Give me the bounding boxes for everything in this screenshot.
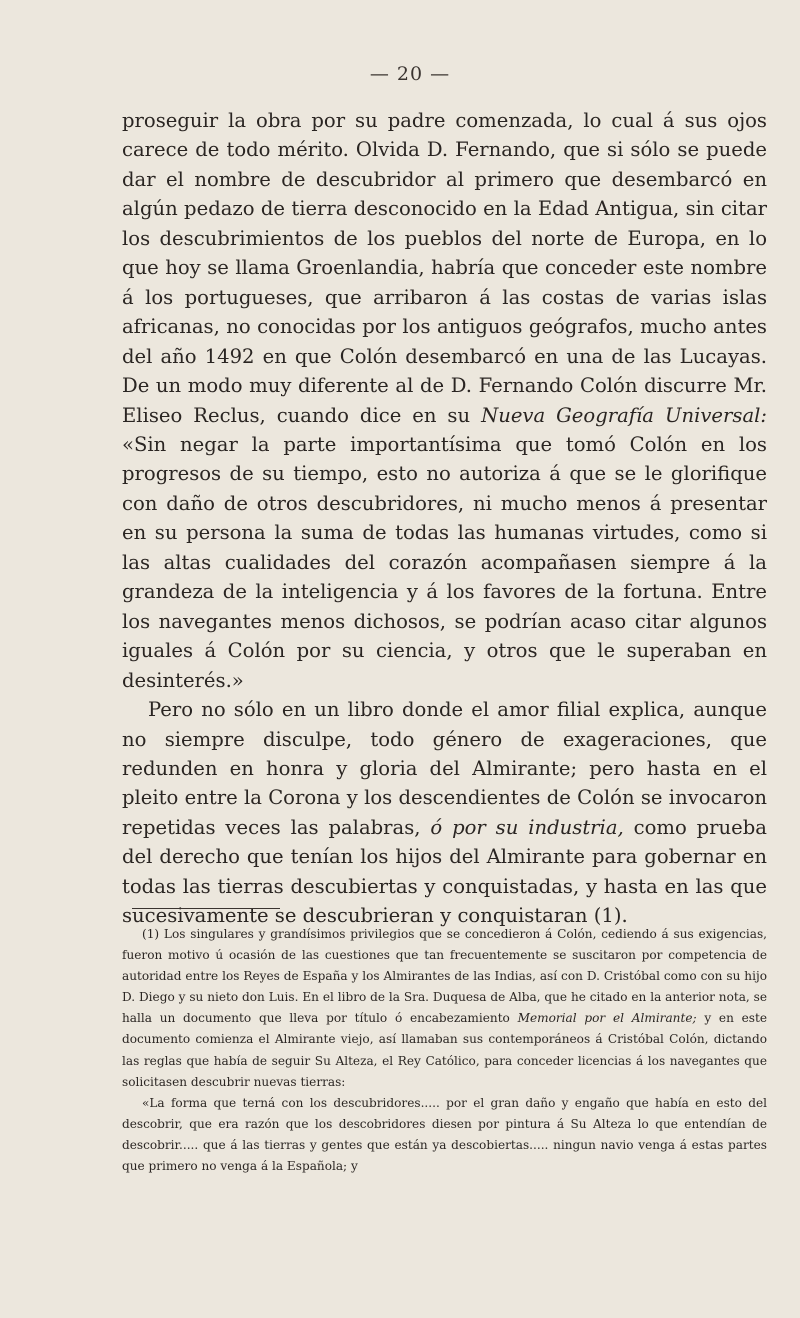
page-number: — 20 — — [369, 63, 451, 85]
footnotes — [122, 924, 767, 1177]
footnote-paragraph-2: «La forma que terná con los descubridores..... por el gran daño y engaño que había en esto del descobrir, que era razón que los descobridores diesen por pintura á Su Alteza lo que entendían de descobrir..... que á las tierras y gentes que están ya descobiertas..... ningun navio venga á estas partes que primero no venga á la Española; y — [122, 1095, 767, 1174]
body-paragraph-1 — [122, 106, 767, 695]
document-title-memorial: Memorial por el Almirante; — [517, 1011, 697, 1026]
quoted-phrase-industria: ó por su industria, — [430, 815, 624, 839]
footnote-paragraph-1-text-a: (1) Los singulares y grandísimos privilegios que se concedieron á Colón, cediendo á sus exigencias, fueron motivo ú ocasión de las cuestiones que tan frecuentemente se suscitaron por competencia de autoridad entre los Reyes de España y los Almirantes de las Indias, así con D. Cristóbal como con su hijo D. Diego y su nieto don Luis. En el libro de la Sra. Duquesa de Alba, que he citado en la anterior nota, se halla un documento que lleva por título ó encabezamiento — [122, 927, 767, 1026]
footnote-paragraph-1-text-b: y en este documento comienza el Almirante viejo, así llamaban sus contemporáneos á Cristóbal Colón, dictando las reglas que había de seguir Su Alteza, el Rey Católico, para conceder licencias á los navegantes que solicitasen descubrir nuevas tierras: — [122, 1011, 768, 1089]
body-paragraph-2-text-b: como prueba del derecho que tenían los hijos del Almirante para gobernar en todas las tierras descubiertas y conquistadas, y hasta en las que sucesivamente se descubrieran y conquistaran (1). — [122, 815, 767, 928]
footnote-paragraph-1 — [122, 924, 767, 1093]
footnote-separator — [132, 908, 280, 909]
main-text — [122, 106, 767, 931]
body-paragraph-1-text-b: «Sin negar la parte importantísima que tomó Colón en los progresos de su tiempo, esto no autoriza á que se le glorifique con daño de otros descubridores, ni mucho menos á presentar en su persona la suma de todas las humanas virtudes, como si las altas cualidades del corazón acompañasen siempre á la grandeza de la inteligencia y á los favores de la fortuna. Entre los navegantes menos dichosos, se podrían acaso citar algunos iguales á Colón por su ciencia, y otros que le superaban en desinterés.» — [122, 432, 767, 692]
book-title-nueva-geografia: Nueva Geografía Universal: — [481, 403, 767, 427]
body-paragraph-2-text-a: Pero no sólo en un libro donde el amor filial explica, aunque no siempre disculpe, todo género de exageraciones, que redunden en honra y gloria del Almirante; pero hasta en el pleito entre la Corona y los descendientes de Colón se invocaron repetidas veces las palabras, — [122, 698, 767, 839]
body-paragraph-2 — [122, 695, 767, 931]
body-paragraph-1-text-a: proseguir la obra por su padre comenzada, lo cual á sus ojos carece de todo mérito. Olvida D. Fernando, que si sólo se puede dar el nombre de descubridor al primero que desembarcó en algún pedazo de tierra desconocido en la Edad Antigua, sin citar los descubrimientos de los pueblos del norte de Europa, en lo que hoy se llama Groenlandia, habría que conceder este nombre á los portugueses, que arribaron á las costas de varias islas africanas, no conocidas por los antiguos geógrafos, mucho antes del año 1492 en que Colón desembarcó en una de las Lucayas. De un modo muy diferente al de D. Fernando Colón discurre Mr. Eliseo Reclus, cuando dice en su — [122, 109, 767, 427]
